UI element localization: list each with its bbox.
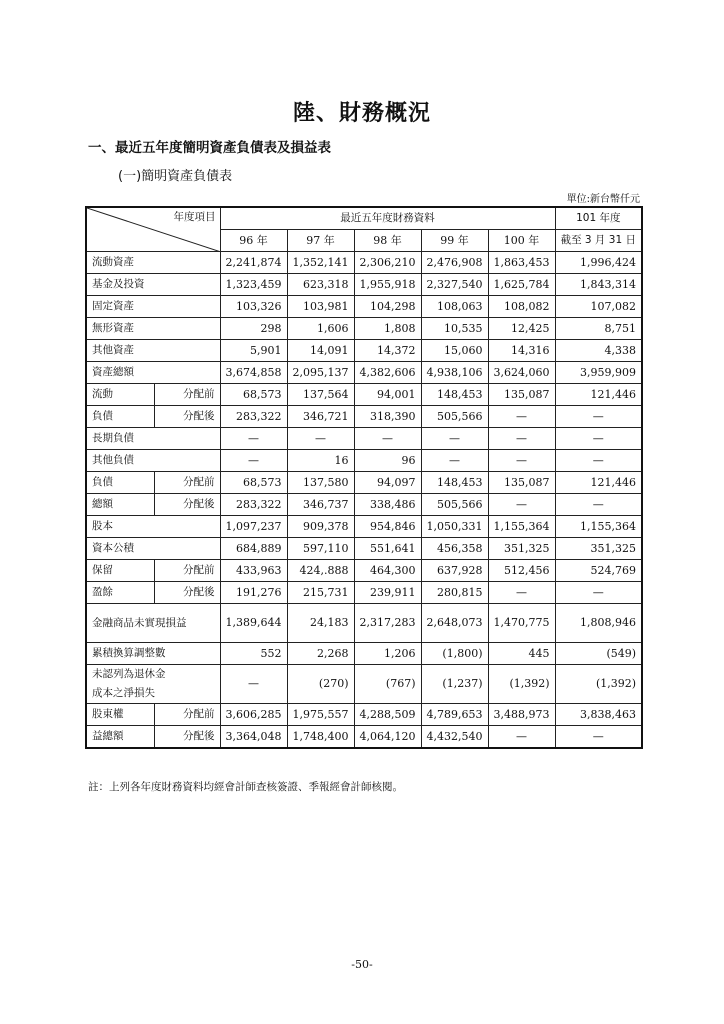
cell-value: 637,928 [421,560,488,582]
cell-value: 1,863,453 [488,252,555,274]
cell-value: 2,268 [287,643,354,665]
row-label: 保留 [86,560,154,582]
row-label: 流動資產 [86,252,220,274]
cell-value: 1,206 [354,643,421,665]
cell-value: 346,737 [287,494,354,516]
cell-value: 2,317,283 [354,604,421,643]
last-year-sub: 截至 3 月 31 日 [555,230,642,252]
cell-value: — [488,582,555,604]
cell-value: 623,318 [287,274,354,296]
table-row [86,726,642,749]
cell-value: 338,486 [354,494,421,516]
cell-value: 121,446 [555,384,642,406]
table-row [86,428,642,450]
cell-value: 137,564 [287,384,354,406]
cell-value: 3,364,048 [220,726,287,749]
cell-value: 445 [488,643,555,665]
cell-value: (1,392) [555,665,642,704]
cell-value: — [555,406,642,428]
cell-value: 107,082 [555,296,642,318]
cell-value: — [555,494,642,516]
row-label-line: 成本之淨損失 [92,687,155,699]
cell-value: 1,748,400 [287,726,354,749]
cell-value: 5,901 [220,340,287,362]
cell-value: — [354,428,421,450]
cell-value: 464,300 [354,560,421,582]
section-heading: 一、最近五年度簡明資產負債表及損益表 [88,140,331,156]
cell-value: — [421,428,488,450]
table-row [86,643,642,665]
row-label: 股本 [86,516,220,538]
cell-value: — [555,450,642,472]
cell-value: 551,641 [354,538,421,560]
cell-value: 351,325 [555,538,642,560]
year-header: 97 年 [287,230,354,252]
row-label: 流動 [86,384,154,406]
cell-value: 1,155,364 [488,516,555,538]
cell-value: 14,372 [354,340,421,362]
cell-value: — [488,726,555,749]
cell-value: 68,573 [220,384,287,406]
row-label: 股東權 [86,704,154,726]
cell-value: 4,382,606 [354,362,421,384]
cell-value: 3,606,285 [220,704,287,726]
cell-value: 14,091 [287,340,354,362]
table-row [86,406,642,428]
table-row [86,516,642,538]
cell-value: 1,050,331 [421,516,488,538]
cell-value: 108,063 [421,296,488,318]
cell-value: 135,087 [488,384,555,406]
cell-value: 148,453 [421,472,488,494]
cell-value: 2,095,137 [287,362,354,384]
group-header: 最近五年度財務資料 [220,207,555,230]
footnote: 註：上列各年度財務資料均經會計師查核簽證、季報經會計師核閱。 [88,781,403,793]
cell-value: 298 [220,318,287,340]
cell-value: 1,625,784 [488,274,555,296]
cell-value: 103,981 [287,296,354,318]
cell-value: 1,470,775 [488,604,555,643]
cell-value: (549) [555,643,642,665]
table-row [86,472,642,494]
cell-value: 4,288,509 [354,704,421,726]
row-label: 盈餘 [86,582,154,604]
cell-value: 137,580 [287,472,354,494]
cell-value: 68,573 [220,472,287,494]
header-row-1 [86,207,642,230]
cell-value: 424,.888 [287,560,354,582]
cell-value: 4,938,106 [421,362,488,384]
row-label: 固定資產 [86,296,220,318]
row-label: 益總額 [86,726,154,749]
table-row [86,604,642,643]
sub-label: 分配前 [154,704,220,726]
cell-value: 1,975,557 [287,704,354,726]
cell-value: 909,378 [287,516,354,538]
row-label: 負債 [86,406,154,428]
cell-value: 4,432,540 [421,726,488,749]
cell-value: (767) [354,665,421,704]
cell-value: 4,338 [555,340,642,362]
cell-value: — [220,450,287,472]
year-header: 100 年 [488,230,555,252]
cell-value: 15,060 [421,340,488,362]
year-header: 96 年 [220,230,287,252]
row-label: 無形資產 [86,318,220,340]
last-header: 101 年度 [555,207,642,230]
cell-value: 1,996,424 [555,252,642,274]
corner-label: 年度項目 [173,211,216,223]
cell-value: 318,390 [354,406,421,428]
balance-sheet-table [85,206,643,749]
cell-value: 3,838,463 [555,704,642,726]
cell-value: 94,001 [354,384,421,406]
cell-value: 280,815 [421,582,488,604]
cell-value: 346,721 [287,406,354,428]
row-label: 累積換算調整數 [86,643,220,665]
cell-value: (1,800) [421,643,488,665]
cell-value: 2,476,908 [421,252,488,274]
row-label: 資產總額 [86,362,220,384]
cell-value: — [220,428,287,450]
row-label: 負債 [86,472,154,494]
cell-value: 239,911 [354,582,421,604]
cell-value: 505,566 [421,494,488,516]
cell-value: 1,955,918 [354,274,421,296]
table-row [86,340,642,362]
cell-value: 96 [354,450,421,472]
row-label [86,665,220,704]
cell-value: 16 [287,450,354,472]
cell-value: 3,674,858 [220,362,287,384]
cell-value: (1,237) [421,665,488,704]
cell-value: (1,392) [488,665,555,704]
cell-value: 135,087 [488,472,555,494]
sub-label: 分配後 [154,582,220,604]
sub-label: 分配後 [154,406,220,428]
cell-value: 954,846 [354,516,421,538]
cell-value: 3,959,909 [555,362,642,384]
cell-value: — [555,582,642,604]
row-label: 其他資產 [86,340,220,362]
cell-value: 1,808,946 [555,604,642,643]
cell-value: — [287,428,354,450]
cell-value: 597,110 [287,538,354,560]
cell-value: 1,606 [287,318,354,340]
year-header: 98 年 [354,230,421,252]
cell-value: 4,789,653 [421,704,488,726]
cell-value: 2,327,540 [421,274,488,296]
cell-value: 121,446 [555,472,642,494]
sub-label: 分配前 [154,560,220,582]
cell-value: 148,453 [421,384,488,406]
sub-label: 分配後 [154,494,220,516]
cell-value: 456,358 [421,538,488,560]
cell-value: 1,843,314 [555,274,642,296]
year-header: 99 年 [421,230,488,252]
table-row [86,450,642,472]
cell-value: 215,731 [287,582,354,604]
cell-value: 433,963 [220,560,287,582]
cell-value: 103,326 [220,296,287,318]
unit-note: 單位:新台幣仟元 [566,194,640,205]
cell-value: 512,456 [488,560,555,582]
cell-value: 2,241,874 [220,252,287,274]
table-row [86,665,642,704]
row-label-line: 未認列為退休金 [92,668,166,680]
cell-value: (270) [287,665,354,704]
sub-label: 分配前 [154,384,220,406]
cell-value: — [555,428,642,450]
cell-value: 1,097,237 [220,516,287,538]
cell-value: 2,648,073 [421,604,488,643]
cell-value: 108,082 [488,296,555,318]
table-row [86,274,642,296]
row-label: 資本公積 [86,538,220,560]
row-label: 長期負債 [86,428,220,450]
cell-value: 524,769 [555,560,642,582]
sub-label: 分配前 [154,472,220,494]
cell-value: 14,316 [488,340,555,362]
cell-value: — [488,406,555,428]
cell-value: 283,322 [220,494,287,516]
table-row [86,560,642,582]
cell-value: 3,488,973 [488,704,555,726]
sub-label: 分配後 [154,726,220,749]
cell-value: 1,323,459 [220,274,287,296]
cell-value: — [421,450,488,472]
row-label: 金融商品未實現損益 [86,604,220,643]
cell-value: 1,352,141 [287,252,354,274]
cell-value: 2,306,210 [354,252,421,274]
cell-value: 10,535 [421,318,488,340]
page-number: -50- [351,958,373,971]
table-row [86,252,642,274]
cell-value: 94,097 [354,472,421,494]
cell-value: 24,183 [287,604,354,643]
cell-value: 4,064,120 [354,726,421,749]
table-row [86,318,642,340]
cell-value: 1,808 [354,318,421,340]
table-row [86,296,642,318]
table-row [86,362,642,384]
cell-value: 1,389,644 [220,604,287,643]
cell-value: 191,276 [220,582,287,604]
page-title: 陸、財務概況 [292,101,431,126]
cell-value: — [220,665,287,704]
table-row [86,538,642,560]
cell-value: — [555,726,642,749]
cell-value: 12,425 [488,318,555,340]
cell-value: 8,751 [555,318,642,340]
cell-value: 104,298 [354,296,421,318]
corner-cell [86,207,220,252]
cell-value: 283,322 [220,406,287,428]
table-row [86,494,642,516]
cell-value: 3,624,060 [488,362,555,384]
row-label: 總額 [86,494,154,516]
table-row [86,384,642,406]
table-row [86,704,642,726]
cell-value: 552 [220,643,287,665]
subsection-heading: (一)簡明資產負債表 [118,169,233,184]
table-row [86,582,642,604]
row-label: 基金及投資 [86,274,220,296]
cell-value: 351,325 [488,538,555,560]
cell-value: — [488,494,555,516]
cell-value: — [488,428,555,450]
cell-value: — [488,450,555,472]
row-label: 其他負債 [86,450,220,472]
cell-value: 684,889 [220,538,287,560]
cell-value: 505,566 [421,406,488,428]
cell-value: 1,155,364 [555,516,642,538]
